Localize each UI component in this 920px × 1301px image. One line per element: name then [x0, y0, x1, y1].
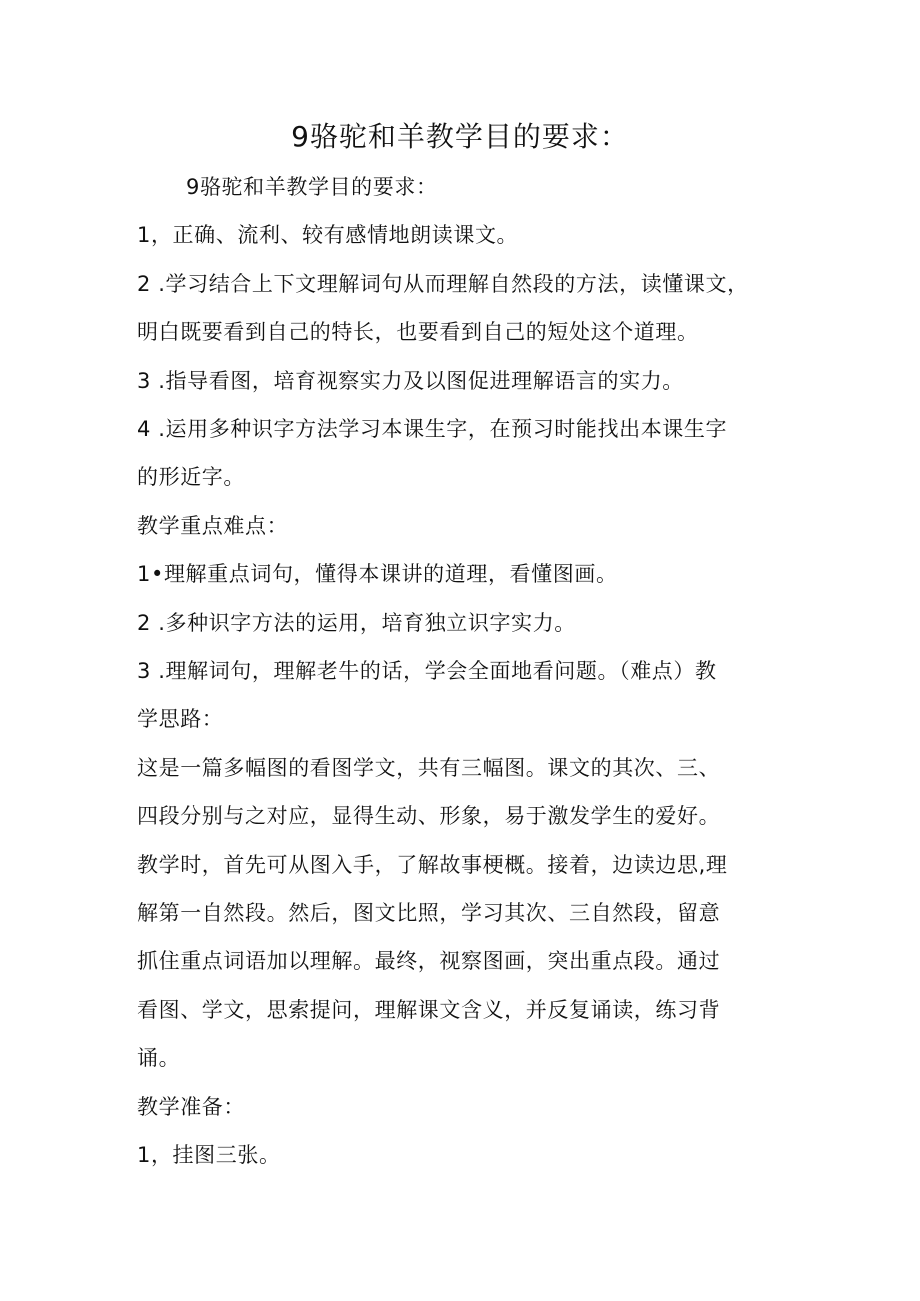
- text-line: 学思路：: [137, 707, 224, 731]
- text-line: 抓住重点词语加以理解。最终，视察图画，突出重点段。通过: [137, 949, 721, 973]
- text-line: 诵。: [137, 1046, 181, 1070]
- text-line: 1，挂图三张。: [137, 1143, 281, 1167]
- text-line: 1•理解重点词句，懂得本课讲的道理，看懂图画。: [137, 562, 618, 586]
- text-line: 明白既要看到自己的特长，也要看到自己的短处这个道理。: [137, 320, 699, 344]
- text-line: 3 .理解词句，理解老牛的话，学会全面地看问题。（难点）教: [137, 659, 717, 683]
- text-line: 2 .多种识字方法的运用，培育独立识字实力。: [137, 611, 576, 635]
- text-line: 的形近字。: [137, 465, 245, 489]
- text-line: 看图、学文，思索提问，理解课文含义，并反复诵读，练习背: [137, 998, 721, 1022]
- document-title: 9骆驼和羊教学目的要求：: [291, 120, 629, 153]
- subtitle-line: 9骆驼和羊教学目的要求：: [186, 175, 438, 199]
- text-line: 3 .指导看图，培育视察实力及以图促进理解语言的实力。: [137, 369, 684, 393]
- text-line: 4 .运用多种识字方法学习本课生字，在预习时能找出本课生字: [137, 417, 728, 441]
- text-line: 2 .学习结合上下文理解词句从而理解自然段的方法，读懂课文，: [137, 272, 749, 296]
- text-line: 这是一篇多幅图的看图学文，共有三幅图。课文的其次、三、: [137, 756, 721, 780]
- text-line: 1，正确、流利、较有感情地朗读课文。: [137, 223, 519, 247]
- section-heading: 教学重点难点：: [137, 514, 289, 538]
- text-line: 四段分别与之对应，显得生动、形象，易于激发学生的爱好。: [137, 804, 721, 828]
- text-line: 教学时，首先可从图入手，了解故事梗概。接着，边读边思,理: [137, 853, 728, 877]
- section-heading: 教学准备：: [137, 1095, 245, 1119]
- text-line: 解第一自然段。然后，图文比照，学习其次、三自然段，留意: [137, 901, 721, 925]
